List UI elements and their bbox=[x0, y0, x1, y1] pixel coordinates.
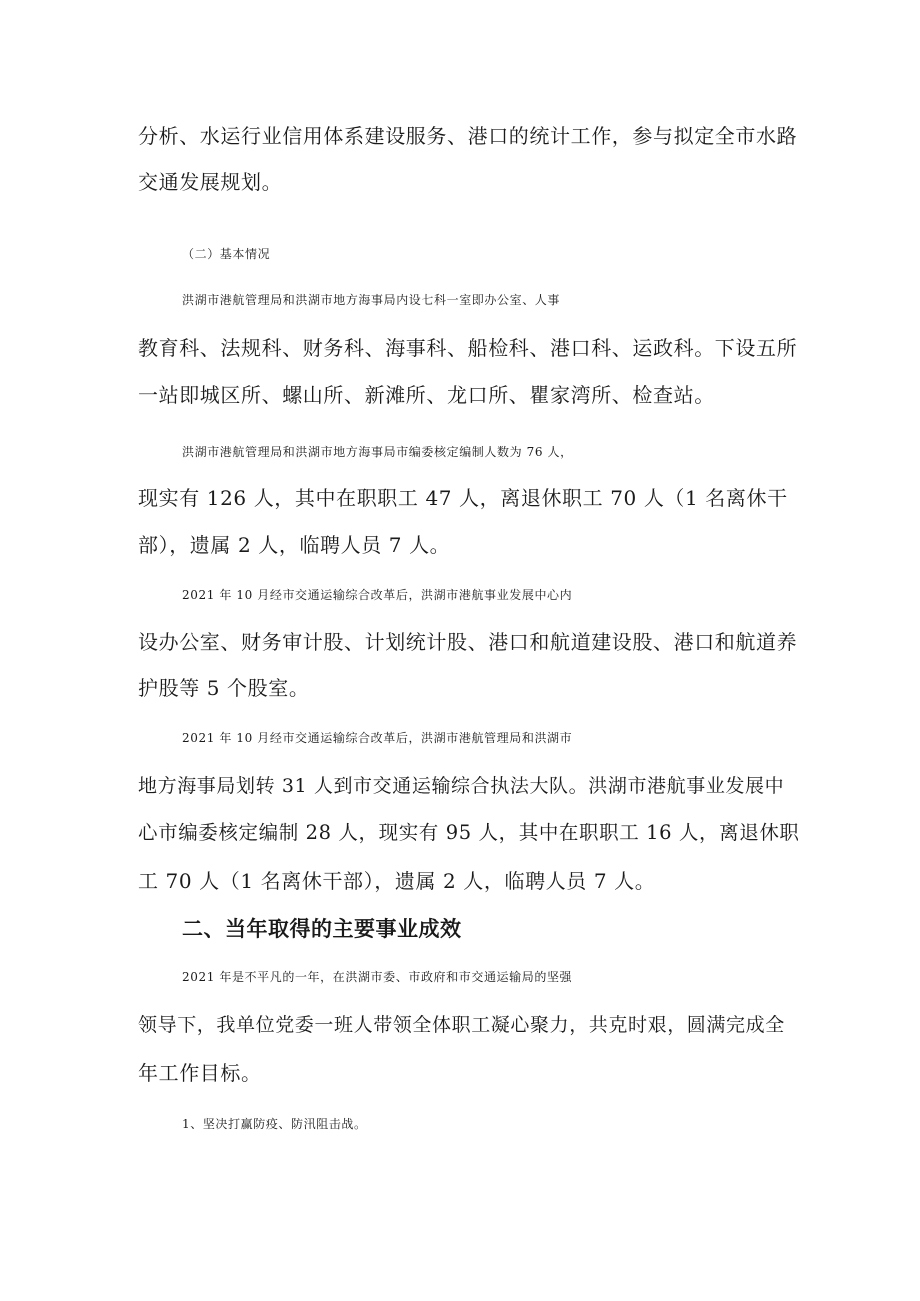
paragraph-line: 心市编委核定编制 28 人，现实有 95 人，其中在职职工 16 人，离退休职 bbox=[138, 821, 800, 844]
paragraph-line: 2021 年 10 月经市交通运输综合改革后，洪湖市港航事业发展中心内 bbox=[182, 588, 573, 602]
paragraph-line: 交通发展规划。 bbox=[138, 170, 283, 194]
paragraph-line: 一站即城区所、螺山所、新滩所、龙口所、瞿家湾所、检查站。 bbox=[138, 383, 715, 407]
paragraph-line: 分析、水运行业信用体系建设服务、港口的统计工作，参与拟定全市水路 bbox=[138, 124, 798, 148]
paragraph-line: 教育科、法规科、财务科、海事科、船检科、港口科、运政科。下设五所 bbox=[138, 336, 798, 360]
list-item: 1、坚决打赢防疫、防汛阻击战。 bbox=[182, 1117, 367, 1131]
paragraph-line: 洪湖市港航管理局和洪湖市地方海事局市编委核定编制人数为 76 人， bbox=[182, 445, 573, 459]
paragraph-line: 设办公室、财务审计股、计划统计股、港口和航道建设股、港口和航道养 bbox=[138, 630, 798, 654]
paragraph-line: 2021 年是不平凡的一年，在洪湖市委、市政府和市交通运输局的坚强 bbox=[182, 970, 573, 984]
paragraph-line: 领导下，我单位党委一班人带领全体职工凝心聚力，共克时艰，圆满完成全 bbox=[138, 1014, 785, 1036]
paragraph-line: 地方海事局划转 31 人到市交通运输综合执法大队。洪湖市港航事业发展中 bbox=[138, 775, 785, 797]
section-subheading: （二）基本情况 bbox=[182, 247, 271, 261]
paragraph-line: 2021 年 10 月经市交通运输综合改革后，洪湖市港航管理局和洪湖市 bbox=[182, 731, 573, 745]
section-heading: 二、当年取得的主要事业成效 bbox=[182, 917, 462, 941]
paragraph-line: 现实有 126 人，其中在职职工 47 人，离退休职工 70 人（1 名离休干 bbox=[138, 486, 788, 510]
paragraph-line: 工 70 人（1 名离休干部），遗属 2 人，临聘人员 7 人。 bbox=[138, 869, 656, 893]
paragraph-line: 年工作目标。 bbox=[138, 1061, 262, 1085]
paragraph-line: 护股等 5 个股室。 bbox=[138, 676, 310, 700]
paragraph-line: 洪湖市港航管理局和洪湖市地方海事局内设七科一室即办公室、人事 bbox=[182, 293, 561, 307]
paragraph-line: 部），遗属 2 人，临聘人员 7 人。 bbox=[138, 533, 451, 557]
